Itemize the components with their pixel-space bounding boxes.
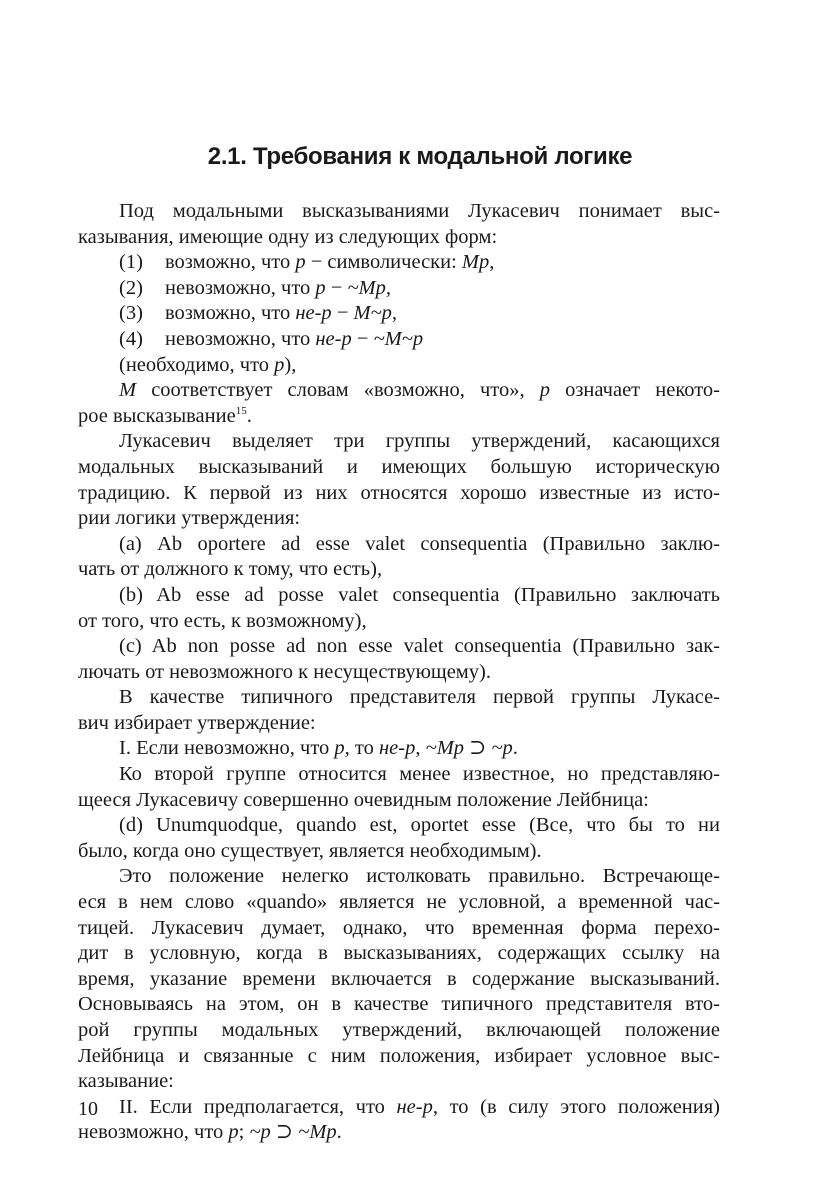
text-line: казывание: [78,1070,174,1093]
formula-note [78,353,720,379]
text-line: щееся Лукасевичу совершенно очевидным положение Лейбница: [78,788,649,811]
inline-text: невозможно, что [78,1121,229,1144]
formula-text: возможно, что [165,251,296,274]
formula-text: − символически: [305,251,462,274]
inline-text: ; [238,1121,250,1144]
formula-variable: p [539,379,550,402]
formula-text: − [331,302,354,325]
formula-variable: p [295,251,306,274]
text-line: Лейбница и связанные с ним положения, избирает условное выс- [78,1044,720,1067]
inline-text: , то (в силу этого положения) [432,1095,720,1118]
text-line [78,404,720,430]
inline-text: , [415,737,426,760]
text-line: (d) Unumquodque, quando est, oportet esse (Все, что бы то ни [119,814,720,837]
text-line: В качестве типичного представителя первой группы Лукасе- [119,686,720,709]
item-number: (2) [119,276,143,299]
text-line: модальных высказываний и имеющих большую историческую [78,455,720,478]
formula-text: невозможно, что [165,327,316,350]
text-line: лючать от невозможного к несуществующему). [78,660,491,683]
inline-text: I. Если невозможно, что [119,737,335,760]
formula-line-1 [78,250,720,276]
inline-text: . [336,1121,342,1144]
text-line: чать от должного к тому, что есть), [78,558,383,581]
text-line: (c) Ab non posse ad non esse valet consequentia (Правильно зак- [119,635,720,658]
inline-text: . [512,737,518,760]
text-line: Лукасевич выделяет три группы утверждений, касающихся [119,430,720,453]
formula-line-3 [78,301,720,327]
formula-expression: ~p ⊃ ~Mp [249,1121,337,1144]
footnote-reference[interactable]: 15 [235,404,247,417]
formula-text: ), [284,353,297,376]
text-line: традицию. К первой из них относятся хорошо известные из исто- [78,481,720,504]
formula-variable: p [315,276,326,299]
item-number: (4) [119,327,143,350]
formula-expression: ~M~p [373,327,424,350]
section-title: 2.1. Требования к модальной логике [207,143,633,170]
formula-variable: не-p [315,327,352,350]
text-line [78,378,720,404]
formula-line-2 [78,276,720,302]
formula-text: (необходимо, что [119,353,275,376]
inline-text: означает некото- [549,379,721,402]
formula-expression: M~p [353,302,392,325]
text-line: рии логики утверждения: [78,507,301,530]
formula-line-4 [78,327,720,353]
text-line: рой группы модальных утверждений, включающей положение [78,1019,720,1041]
text-line: Основываясь на этом, он в качестве типичного представителя вто- [78,993,720,1016]
formula-variable: p [334,737,345,760]
formula-text: − [325,276,348,299]
page-number: 10 [78,1098,98,1120]
text-line: еся в нем слово «quando» является не условной, а временной час- [78,891,720,914]
text-line: время, указание времени включается в содержание высказываний. [78,967,720,990]
inline-text: соответствует словам «возможно, что», [136,379,540,402]
text-line: Это положение нелегко истолковать правильно. Встречающе- [119,865,720,888]
formula-variable: M [119,379,137,402]
formula-variable: не-p [379,737,416,760]
inline-text: . [246,404,252,427]
text-line: было, когда оно существует, является необходимым). [78,839,542,862]
text-line: казывания, имеющие одну из следующих форм: [78,225,498,248]
item-number: (1) [119,251,143,274]
statement-1 [78,736,720,762]
text-line: (b) Ab esse ad posse valet consequentia (Правильно заключать [119,583,720,606]
inline-text: II. Если предполагается, что [119,1095,397,1118]
text-line: (а) Ab oportere ad esse valet consequentia (Правильно заклю- [119,532,720,555]
formula-text: , [391,302,398,325]
formula-text: возможно, что [165,302,296,325]
text-line: дит в условную, когда в высказываниях, содержащих ссылку на [78,942,720,965]
formula-variable: p [228,1121,239,1144]
formula-expression: ~Mp [347,276,386,299]
formula-variable: не-p [396,1095,433,1118]
text-line: от того, что есть, к возможному), [78,609,367,632]
text-line: Ко второй группе относится менее известное, но представляю- [119,763,720,786]
formula-variable: p [274,353,285,376]
text-line: Под модальными высказываниями Лукасевич понимает выс- [119,200,720,222]
formula-variable: не-p [295,302,332,325]
statement-2-continued [78,1120,720,1146]
statement-2 [78,1095,720,1121]
inline-text: рое высказывание [78,404,236,427]
formula-expression: Mp [461,251,490,274]
formula-text: , [489,251,495,274]
inline-text: , то [344,737,379,760]
formula-text: , [385,276,391,299]
item-number: (3) [119,302,143,325]
body-text [78,199,720,1146]
text-line: тицей. Лукасевич думает, однако, что временная форма перехо- [78,916,720,939]
formula-text: невозможно, что [165,276,316,299]
text-line: вич избирает утверждение: [78,711,316,734]
formula-expression: ~Mp ⊃ ~p [425,737,513,760]
formula-text: − [351,327,374,350]
